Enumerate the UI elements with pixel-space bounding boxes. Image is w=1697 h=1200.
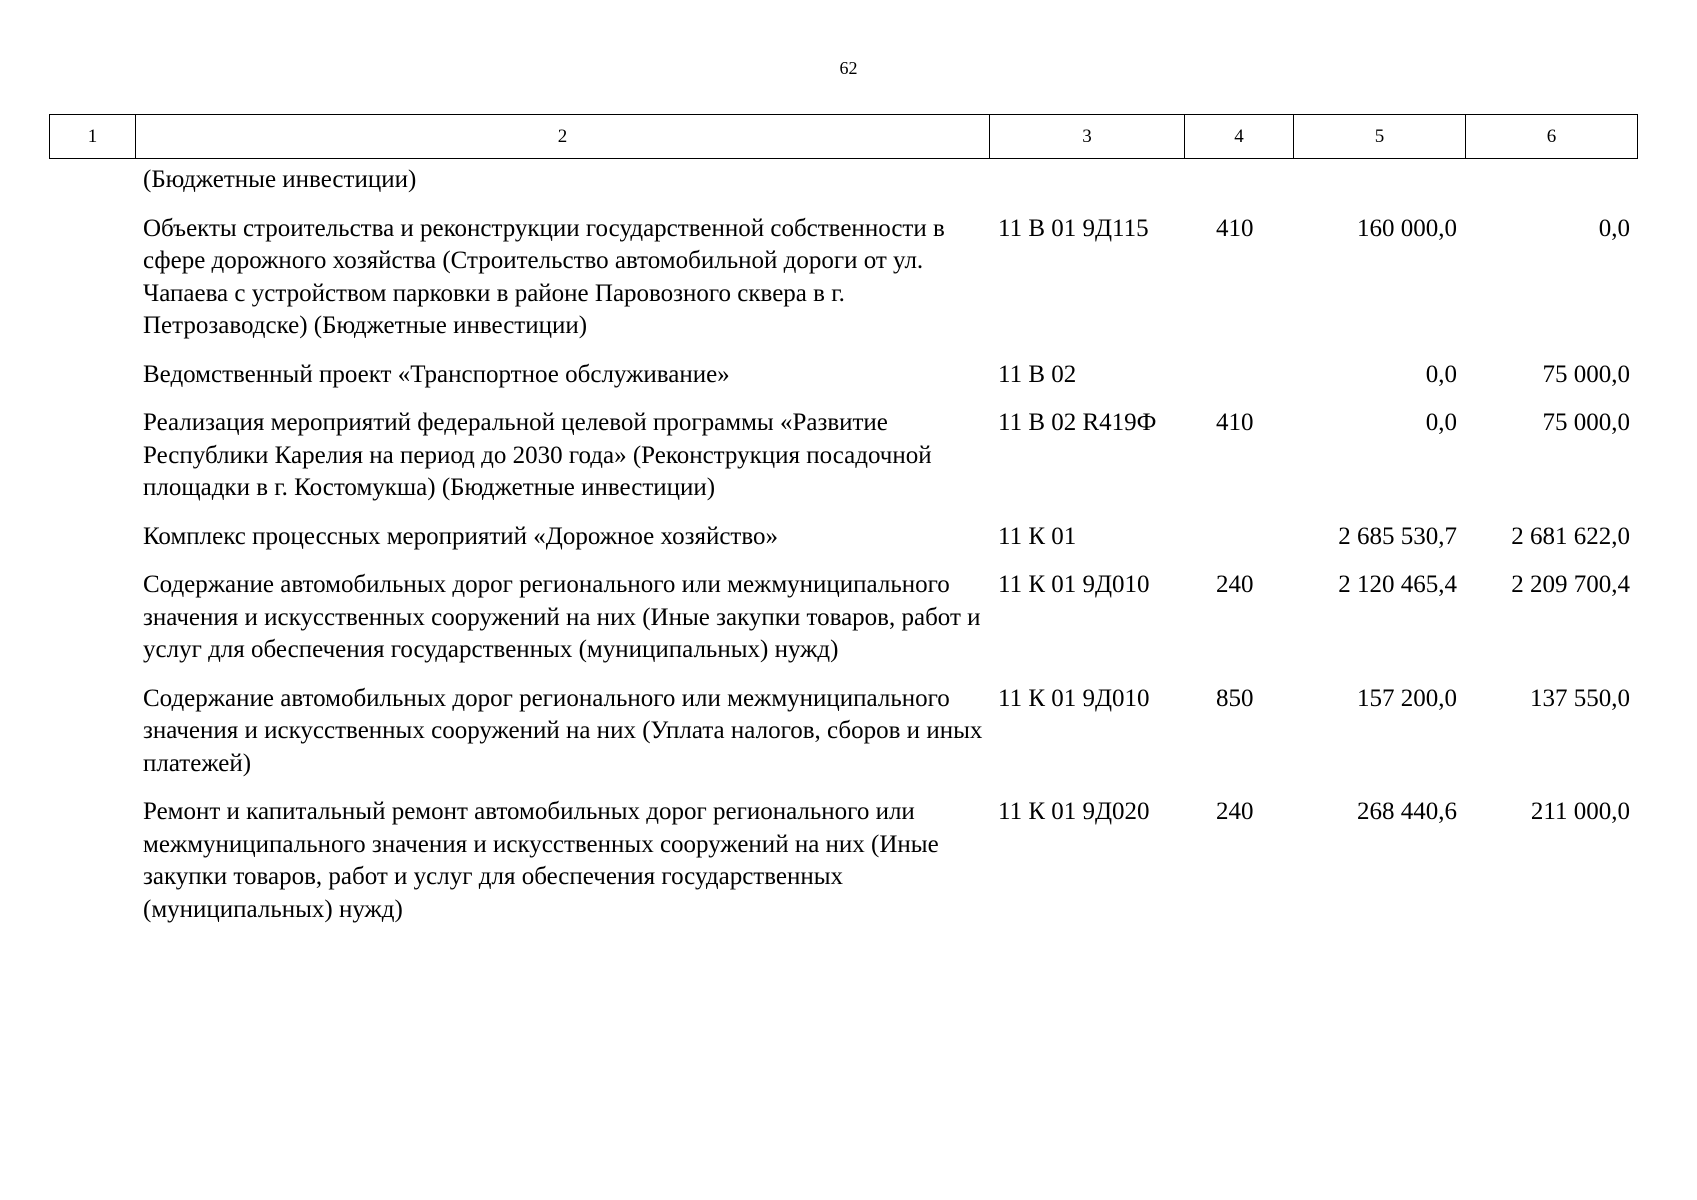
column-header-4: 4: [1185, 115, 1294, 158]
page-number: 62: [839, 58, 858, 78]
table-body: [49, 164, 1638, 942]
amount-col5: 160 000,0: [1357, 214, 1457, 242]
table-row: [49, 796, 1638, 926]
column-header-1: 1: [50, 115, 136, 158]
amount-col6: [1465, 164, 1638, 197]
amount-col6: 75 000,0: [1542, 360, 1630, 388]
row-number-cell: [49, 683, 135, 781]
expense-type: [1184, 359, 1293, 392]
item-name: Содержание автомобильных дорог регионального или межмуниципального значения и искусственных сооружений на них (Иные закупки товаров, работ и услуг для обеспечения государственных (муниципальных) нужд): [143, 571, 981, 663]
amount-col6: 75 000,0: [1542, 409, 1630, 436]
target-code: 11 В 01 9Д115: [998, 214, 1149, 242]
row-number-cell: [49, 407, 135, 505]
column-header-2: 2: [136, 115, 990, 158]
amount-col6: 137 550,0: [1530, 684, 1630, 712]
row-number-cell: [49, 569, 135, 667]
item-name: Объекты строительства и реконструкции государственной собственности в сфере дорожного хозяйства (Строительство автомобильной дороги от ул. Чапаева с устройством парковки в районе Паровозного сквера в г. Петрозаводске) (Бюджетные инвестиции): [143, 214, 945, 339]
amount-col5: 2 120 465,4: [1338, 571, 1457, 598]
target-code: 11 В 02 R419Ф: [998, 409, 1157, 436]
expense-type: 410: [1216, 409, 1254, 436]
item-name: Ведомственный проект «Транспортное обслуживание»: [143, 360, 730, 388]
expense-type: 410: [1216, 214, 1254, 242]
table-header: [49, 114, 1638, 159]
column-header-6: 6: [1546, 125, 1557, 147]
table-row: [49, 164, 1638, 197]
amount-col5: 157 200,0: [1357, 684, 1457, 712]
column-header-5: 5: [1294, 115, 1466, 158]
row-number-cell: [49, 359, 135, 392]
row-number-cell: [49, 213, 135, 343]
amount-col6: 2 209 700,4: [1511, 571, 1630, 598]
column-header-3: 3: [990, 115, 1185, 158]
target-code: 11 К 01 9Д010: [998, 684, 1150, 712]
target-code: [989, 164, 1184, 197]
table-row: [49, 521, 1638, 554]
amount-col5: 0,0: [1425, 360, 1457, 388]
item-name: (Бюджетные инвестиции): [143, 166, 417, 193]
item-name: Ремонт и капитальный ремонт автомобильных дорог регионального или межмуниципального значения и искусственных сооружений на них (Иные закупки товаров, работ и услуг для обеспечения государственных (муниципальных) нужд): [143, 798, 939, 923]
amount-col5: 268 440,6: [1357, 798, 1457, 825]
expense-type: 240: [1216, 798, 1254, 825]
amount-col6: 2 681 622,0: [1511, 522, 1630, 550]
table-row: [49, 569, 1638, 667]
row-number-cell: [49, 164, 135, 197]
amount-col6: 0,0: [1598, 214, 1630, 242]
table-row: [49, 407, 1638, 505]
item-name: Реализация мероприятий федеральной целевой программы «Развитие Республики Карелия на период до 2030 года» (Реконструкция посадочной площадки в г. Костомукша) (Бюджетные инвестиции): [143, 409, 932, 501]
target-code: 11 К 01: [998, 522, 1077, 550]
expense-type: [1184, 164, 1293, 197]
expense-type: 850: [1216, 684, 1254, 712]
target-code: 11 К 01 9Д010: [998, 571, 1150, 598]
amount-col5: [1293, 164, 1465, 197]
expense-type: [1184, 521, 1293, 554]
expense-type: 240: [1216, 571, 1254, 598]
item-name: Комплекс процессных мероприятий «Дорожное хозяйство»: [143, 522, 778, 550]
target-code: 11 К 01 9Д020: [998, 798, 1150, 825]
table-row: [49, 683, 1638, 781]
amount-col6: 211 000,0: [1530, 798, 1630, 825]
row-number-cell: [49, 521, 135, 554]
amount-col5: 2 685 530,7: [1338, 522, 1457, 550]
amount-col5: 0,0: [1425, 409, 1457, 436]
table-row: [49, 359, 1638, 392]
row-number-cell: [49, 796, 135, 926]
target-code: 11 В 02: [998, 360, 1077, 388]
item-name: Содержание автомобильных дорог регионального или межмуниципального значения и искусственных сооружений на них (Уплата налогов, сборов и иных платежей): [143, 684, 983, 777]
table-row: [49, 213, 1638, 343]
